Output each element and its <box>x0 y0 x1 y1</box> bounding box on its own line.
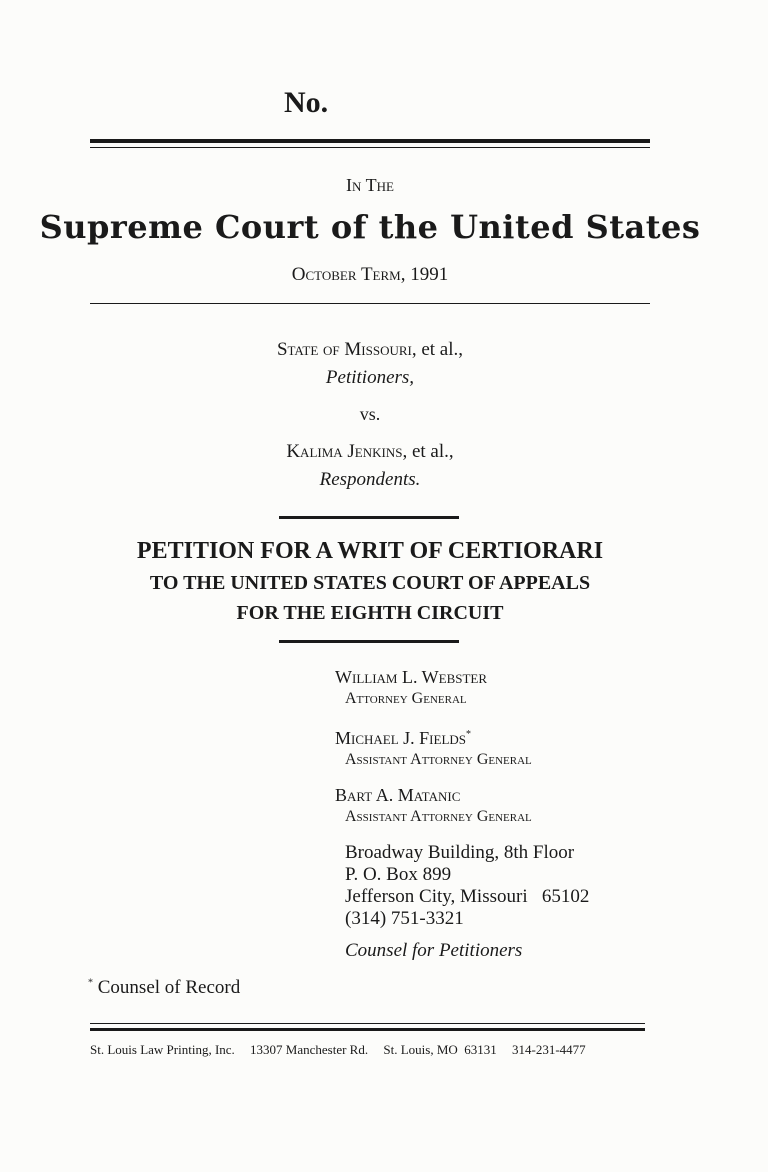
versus-label: vs. <box>359 404 381 424</box>
footnote-text: Counsel of Record <box>97 977 241 998</box>
term-rule <box>90 303 650 304</box>
counsel-entry <box>335 784 532 828</box>
footnote-mark: * <box>88 977 93 989</box>
petitioner-line <box>0 339 740 361</box>
counsel-record-mark: * <box>466 729 472 740</box>
in-the-label: In The <box>346 175 394 195</box>
bottom-rule-thick <box>90 1028 645 1031</box>
printer-city: St. Louis, MO 63131 <box>383 1042 497 1057</box>
address-block <box>345 842 589 962</box>
petitioner-role: Petitioners, <box>325 367 415 388</box>
printer-name: St. Louis Law Printing, Inc. <box>90 1042 235 1057</box>
counsel-title: Attorney General <box>345 690 467 707</box>
respondent-suffix: , et al., <box>402 441 454 462</box>
footnote <box>88 977 240 999</box>
top-rule-thick <box>90 139 650 143</box>
respondent-line <box>0 441 740 463</box>
bottom-rule-thin <box>90 1023 645 1024</box>
top-rule-thin <box>90 147 650 148</box>
petitioner-name: State of Missouri <box>276 339 412 360</box>
court-term: October Term, 1991 <box>291 264 449 285</box>
counsel-entry <box>335 724 532 771</box>
court-name: Supreme Court of the United States <box>39 208 701 246</box>
petition-title-line1: PETITION FOR A WRIT OF CERTIORARI <box>136 538 604 564</box>
counsel-title: Assistant Attorney General <box>345 808 532 825</box>
address-line: Jefferson City, Missouri 65102 <box>345 886 590 907</box>
printer-street: 13307 Manchester Rd. <box>250 1042 369 1057</box>
docket-number: No. <box>284 86 329 119</box>
counsel-title: Assistant Attorney General <box>345 751 532 768</box>
short-rule-upper <box>279 516 459 519</box>
petition-title-line3: FOR THE EIGHTH CIRCUIT <box>236 602 504 624</box>
phone-number: (314) 751-3321 <box>345 908 464 929</box>
printer-line <box>90 1042 650 1058</box>
short-rule-lower <box>279 640 459 643</box>
petitioner-suffix: , et al., <box>411 339 464 360</box>
counsel-name: Bart A. Matanic <box>335 785 461 805</box>
counsel-entry <box>335 666 487 710</box>
counsel-name: William L. Webster <box>335 667 488 687</box>
respondent-role: Respondents. <box>319 469 421 490</box>
counsel-name: Michael J. Fields <box>335 728 467 748</box>
petition-title-line2: TO THE UNITED STATES COURT OF APPEALS <box>149 572 591 594</box>
counsel-role: Counsel for Petitioners <box>345 940 523 961</box>
printer-phone: 314-231-4477 <box>512 1042 586 1057</box>
address-line: P. O. Box 899 <box>345 864 452 885</box>
address-line: Broadway Building, 8th Floor <box>345 842 575 863</box>
respondent-name: Kalima Jenkins <box>286 441 403 462</box>
